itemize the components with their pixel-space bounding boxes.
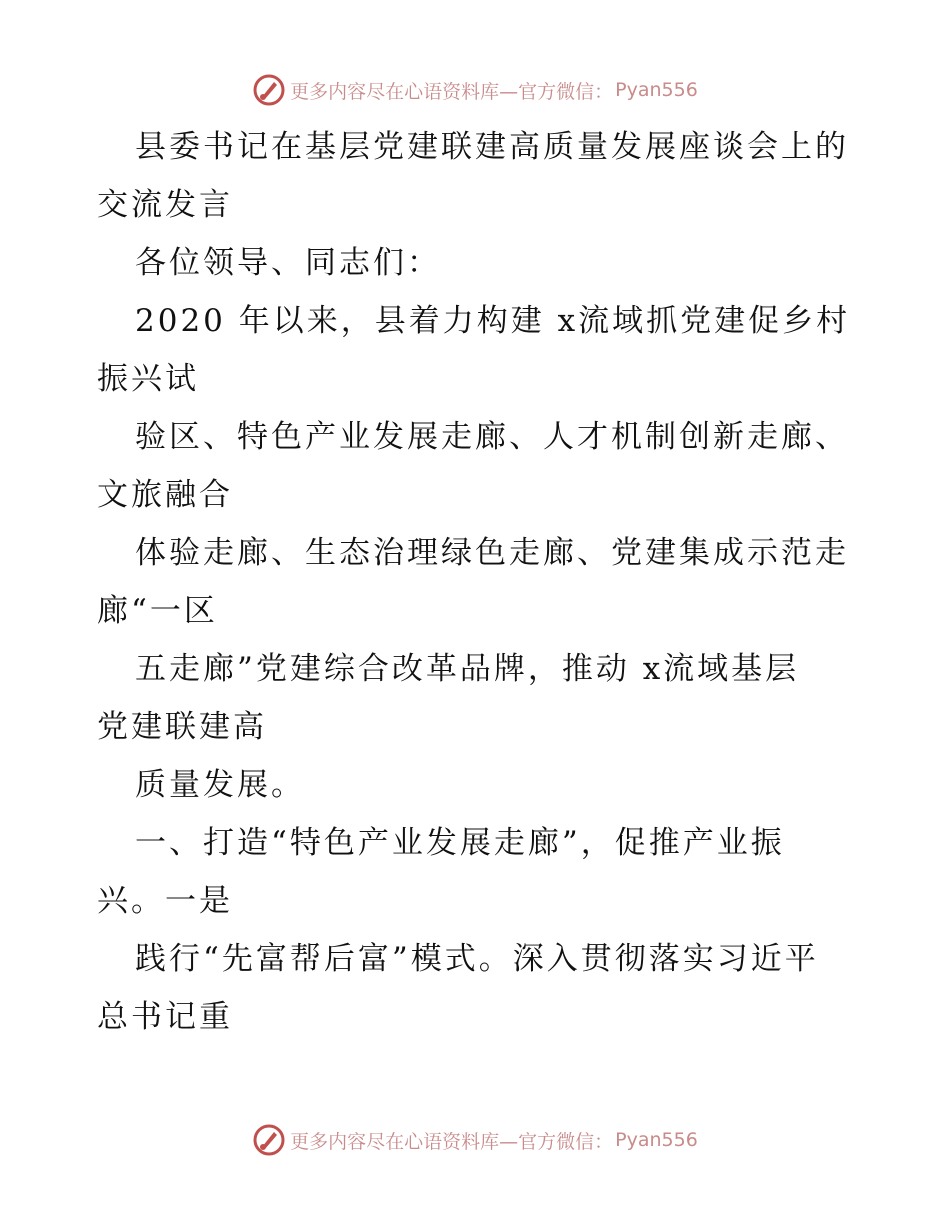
watermark-wechat-id: Pyan556 xyxy=(615,79,698,101)
paragraph-line: 文旅融合 xyxy=(97,477,233,513)
brush-logo-icon xyxy=(252,1123,286,1157)
brush-logo-icon xyxy=(252,73,286,107)
section-heading-line: 兴。一是 xyxy=(97,883,233,919)
paragraph-line: 总书记重 xyxy=(97,999,233,1035)
document-title-line-2: 交流发言 xyxy=(97,187,233,223)
paragraph-line: 体验走廊、生态治理绿色走廊、党建集成示范走 xyxy=(135,535,849,571)
paragraph-line: 振兴试 xyxy=(97,361,199,397)
paragraph-line: 党建联建高 xyxy=(97,709,267,745)
watermark-text: 更多内容尽在心语资料库—官方微信： xyxy=(290,80,614,103)
paragraph-line: 质量发展。 xyxy=(135,767,305,803)
header-watermark xyxy=(0,70,950,110)
paragraph-line: 五走廊”党建综合改革品牌，推动 x流域基层 xyxy=(135,651,800,687)
watermark-wechat-id: Pyan556 xyxy=(615,1129,698,1151)
document-title-line-1: 县委书记在基层党建联建高质量发展座谈会上的 xyxy=(135,129,849,165)
section-heading-line: 一、打造“特色产业发展走廊”，促推产业振 xyxy=(135,825,785,861)
document-body xyxy=(97,118,857,1046)
paragraph-line: 廊“一区 xyxy=(97,593,218,629)
footer-watermark xyxy=(0,1120,950,1160)
watermark-text: 更多内容尽在心语资料库—官方微信： xyxy=(290,1130,614,1153)
salutation: 各位领导、同志们： xyxy=(135,245,441,281)
paragraph-line: 验区、特色产业发展走廊、人才机制创新走廊、 xyxy=(135,419,849,455)
paragraph-line: 践行“先富帮后富”模式。深入贯彻落实习近平 xyxy=(135,941,819,977)
paragraph-line: 2020 年以来，县着力构建 x流域抓党建促乡村 xyxy=(135,303,851,339)
